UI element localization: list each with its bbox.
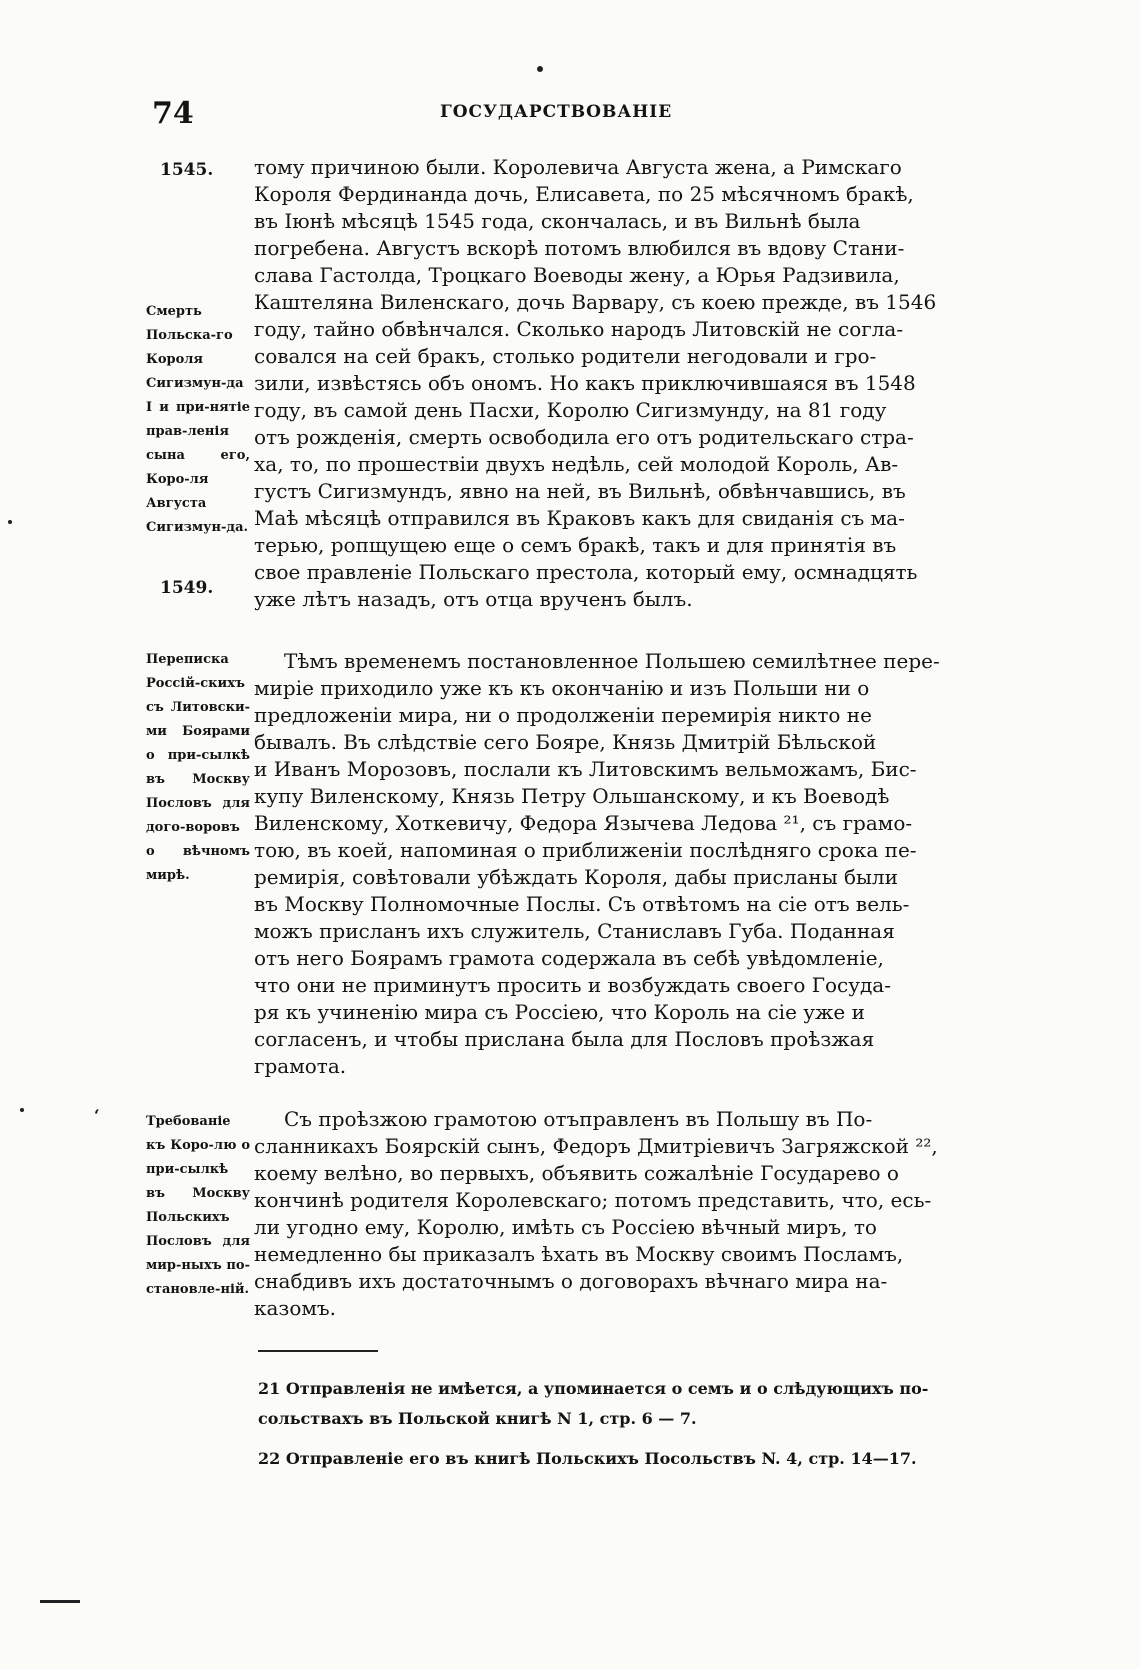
text-line: ремирія, совѣтовали убѣждать Короля, дабы присланы были — [254, 865, 898, 889]
text-line: и Иванъ Морозовъ, послали къ Литовскимъ вельможамъ, Бис- — [254, 757, 917, 781]
margin-dash — [40, 1600, 80, 1603]
text-line: грамота. — [254, 1054, 347, 1078]
text-line: коему велѣно, во первыхъ, объявить сожалѣніе Государево о — [254, 1161, 899, 1185]
text-line: въ Москву Полномочные Послы. Съ отвѣтомъ на сіе отъ вель- — [254, 892, 910, 916]
text-line: согласенъ, и чтобы прислана была для Пословъ проѣзжая — [254, 1027, 875, 1051]
footnote-line: сольствахъ въ Польской книгѣ N 1, стр. 6 — 7. — [258, 1409, 697, 1428]
text-line: миріе приходило уже къ къ окончанію и изъ Польши ни о — [254, 676, 870, 700]
text-line: году, въ самой день Пасхи, Королю Сигизмунду, на 81 году — [254, 398, 887, 422]
paragraph — [254, 1106, 994, 1322]
text-line: тою, въ коей, напоминая о приближеніи послѣдняго срока пе- — [254, 838, 917, 862]
text-line: терью, ропщущею еще о семъ бракѣ, такъ и для принятія въ — [254, 533, 897, 557]
text-line: немедленно бы приказалъ ѣхать въ Москву своимъ Посламъ, — [254, 1242, 904, 1266]
text-line: ха, то, по прошествіи двухъ недѣль, сей молодой Король, Ав- — [254, 452, 899, 476]
margin-dot — [8, 520, 12, 524]
text-line: отъ рожденія, смерть освободила его отъ родительскаго стра- — [254, 425, 914, 449]
margin-note-demand: Требованіе къ Коро-лю о при-сылкѣ въ Москву Польскихъ Пословъ для мир-ныхъ по-становле-ній. — [146, 1114, 250, 1297]
text-line: Маѣ мѣсяцѣ отправился въ Краковъ какъ для свиданія съ ма- — [254, 506, 905, 530]
text-line: ря къ учиненію мира съ Россіею, что Король на сіе уже и — [254, 1000, 865, 1024]
margin-note-correspondence: Переписка Россій-скихъ съ Литовски-ми Боярами о при-сылкѣ въ Москву Пословъ для дого-воровъ о вѣчномъ мирѣ. — [146, 652, 250, 883]
stray-mark: ʻ — [94, 1106, 100, 1125]
text-line: снабдивъ ихъ достаточнымъ о договорахъ вѣчнаго мира на- — [254, 1269, 888, 1293]
footnote-line: 22 Отправленіе его въ книгѣ Польскихъ Посольствъ N. 4, стр. 14—17. — [258, 1449, 917, 1468]
text-line: Каштеляна Виленскаго, дочь Варвару, съ коею прежде, въ 1546 — [254, 290, 937, 314]
footnote-22 — [258, 1444, 993, 1474]
text-line: кончинѣ родителя Королевскаго; потомъ представить, что, есь- — [254, 1188, 932, 1212]
page-number: 74 — [152, 96, 194, 131]
footnote-21 — [258, 1374, 993, 1434]
margin-year-1549: 1549. — [160, 578, 214, 598]
text-line: густъ Сигизмундъ, явно на ней, въ Вильнѣ, обвѣнчавшись, въ — [254, 479, 906, 503]
text-line: свое правленіе Польскаго престола, который ему, осмнадцять — [254, 560, 918, 584]
text-line: зили, извѣстясь объ ономъ. Но какъ приключившаяся въ 1548 — [254, 371, 916, 395]
text-line: въ Іюнѣ мѣсяцѣ 1545 года, скончалась, и въ Вильнѣ была — [254, 209, 861, 233]
text-line: тому причиною были. Королевича Августа жена, а Римскаго — [254, 155, 902, 179]
printer-dot — [537, 66, 543, 72]
text-line: Виленскому, Хоткевичу, Федора Язычева Ледова ²¹, съ грамо- — [254, 811, 913, 835]
text-line: совался на сей бракъ, столько родители негодовали и гро- — [254, 344, 877, 368]
text-line: сланникахъ Боярскій сынъ, Федоръ Дмитріевичъ Загряжской ²², — [254, 1134, 938, 1158]
footnote-line: 21 Отправленія не имѣется, а упоминается о семъ и о слѣдующихъ по- — [258, 1379, 929, 1398]
text-line: слава Гастолда, Троцкаго Воеводы жену, а Юрья Радзивила, — [254, 263, 900, 287]
margin-dot — [20, 1108, 24, 1112]
margin-note-death: Смерть Польска-го Короля Сигизмун-да I и при-нятіе прав-ленія сына его, Коро-ля Августа Сигизмун-да. — [146, 304, 250, 535]
text-line: ли угодно ему, Королю, имѣть съ Россіею вѣчный миръ, то — [254, 1215, 877, 1239]
running-title: ГОСУДАРСТВОВАНІЕ — [440, 102, 673, 122]
text-line: предложеніи мира, ни о продолженіи перемирія никто не — [254, 703, 872, 727]
text-line: казомъ. — [254, 1296, 337, 1320]
paragraph — [254, 154, 994, 613]
text-line: Короля Фердинанда дочь, Елисавета, по 25 мѣсячномъ бракѣ, — [254, 182, 914, 206]
paragraph — [254, 648, 994, 1080]
text-line: что они не приминутъ просить и возбуждать своего Госуда- — [254, 973, 891, 997]
text-line: Тѣмъ временемъ постановленное Польшею семилѣтнее пере- — [284, 649, 940, 673]
text-line: погребена. Августъ вскорѣ потомъ влюбился въ вдову Стани- — [254, 236, 905, 260]
text-line: бывалъ. Въ слѣдствіе сего Бояре, Князь Дмитрій Бѣльской — [254, 730, 877, 754]
text-line: году, тайно обвѣнчался. Сколько народъ Литовскій не согла- — [254, 317, 904, 341]
text-line: уже лѣтъ назадъ, отъ отца врученъ былъ. — [254, 587, 693, 611]
text-line: отъ него Боярамъ грамота содержала въ себѣ увѣдомленіе, — [254, 946, 884, 970]
text-line: можъ присланъ ихъ служитель, Станиславъ Губа. Поданная — [254, 919, 895, 943]
footnote-divider — [258, 1350, 378, 1352]
text-line: купу Виленскому, Князь Петру Ольшанскому, и къ Воеводѣ — [254, 784, 890, 808]
text-line: Съ проѣзжою грамотою отъправленъ въ Польшу въ По- — [284, 1107, 873, 1131]
margin-year-1545: 1545. — [160, 160, 214, 180]
